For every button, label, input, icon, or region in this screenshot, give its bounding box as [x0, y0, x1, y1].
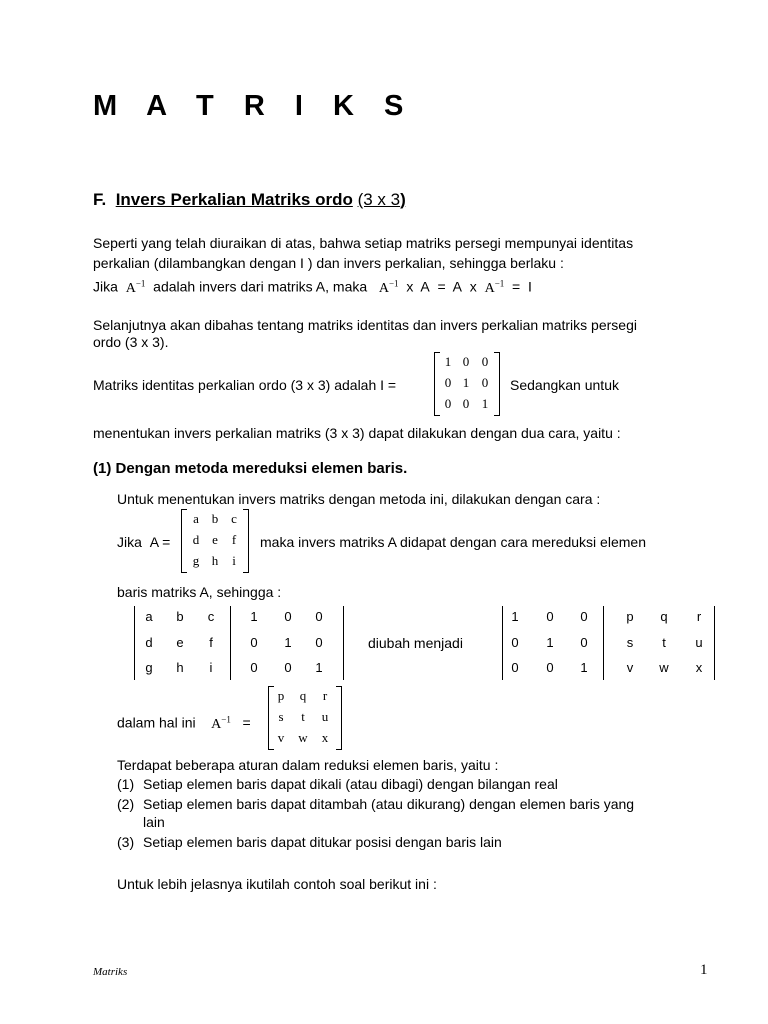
- matrix-cell: f: [209, 635, 213, 650]
- matrix-cell: w: [659, 660, 669, 675]
- aug-left-bar: [134, 606, 135, 680]
- matrix-cell: r: [696, 609, 702, 624]
- matrix-cell: f: [231, 532, 237, 547]
- rule-item-continuation: lain: [143, 814, 165, 830]
- matrix-cell: 0: [315, 635, 323, 650]
- matrix-cell: 0: [481, 375, 489, 390]
- matrix-cell: t: [301, 709, 305, 724]
- rules-intro: Terdapat beberapa aturan dalam reduksi elemen baris, yaitu :: [117, 757, 499, 773]
- matrix-cell: 0: [250, 635, 258, 650]
- matrix-cell: g: [145, 660, 153, 675]
- matrix-cell: q: [660, 609, 668, 624]
- matrix-cell: p: [626, 609, 634, 624]
- eq-a-inverse-2: $A^{-1}$: [484, 278, 505, 296]
- dalam-hal-ini: dalam hal ini $A^{-1}$ =: [117, 714, 251, 732]
- diubah-menjadi: diubah menjadi: [368, 635, 463, 651]
- matrix-cell: u: [321, 709, 329, 724]
- matrix-cell: 1: [511, 609, 519, 624]
- matrix-cell: u: [695, 635, 703, 650]
- a-inverse-label: $A^{-1}$: [211, 714, 231, 732]
- method-1-line-2: baris matriks A, sehingga :: [117, 584, 282, 600]
- section-prefix: F.: [93, 190, 107, 209]
- matrix-cell: 0: [462, 354, 470, 369]
- matrix-cell: q: [299, 688, 307, 703]
- matrix-cell: 1: [444, 354, 452, 369]
- matrix-cell: 1: [462, 375, 470, 390]
- matrix-cell: a: [145, 609, 153, 624]
- matrix-cell: 0: [511, 660, 519, 675]
- matrix-cell: h: [176, 660, 184, 675]
- matrix-inverse: [268, 686, 342, 750]
- identity-line-1: Selanjutnya akan dibahas tentang matriks identitas dan invers perkalian matriks persegi: [93, 317, 637, 333]
- intro-jika-line: [93, 274, 532, 298]
- aug-right-bar: [343, 606, 344, 680]
- matrix-cell: 0: [546, 609, 554, 624]
- matrix-cell: 0: [462, 396, 470, 411]
- after-matrix-a: maka invers matriks A didapat dengan cara mereduksi elemen: [260, 534, 646, 550]
- eq-a-1: A: [420, 278, 430, 295]
- matrix-cell: 1: [315, 660, 323, 675]
- matrix-cell: a: [193, 511, 199, 526]
- matrix-cell: 1: [250, 609, 258, 624]
- jika-word: Jika: [93, 278, 118, 295]
- matrix-cell: h: [211, 553, 219, 568]
- eq-identity: I: [528, 278, 532, 295]
- matrix-a: [181, 509, 249, 573]
- identity-line-2: ordo (3 x 3).: [93, 334, 169, 350]
- matrix-cell: v: [277, 730, 285, 745]
- eq-times-1: x: [406, 278, 414, 295]
- matrix-cell: b: [176, 609, 184, 624]
- matrix-cell: i: [232, 553, 236, 568]
- matrix-cell: g: [192, 553, 200, 568]
- aug-divider-bar: [230, 606, 231, 680]
- section-order: (3 x 3: [357, 190, 401, 209]
- a-inverse: $A^{-1}$: [125, 278, 146, 296]
- matrix-cell: 0: [250, 660, 258, 675]
- identity-after: Sedangkan untuk: [510, 377, 619, 393]
- matrix-cell: x: [321, 730, 329, 745]
- section-close: ): [400, 190, 406, 209]
- identity-label: Matriks identitas perkalian ordo (3 x 3) adalah I =: [93, 377, 397, 393]
- identity-matrix: [434, 352, 500, 416]
- eq-equals-2: =: [512, 278, 521, 295]
- matrix-cell: c: [231, 511, 237, 526]
- matrix-cell: e: [176, 635, 184, 650]
- matrix-cell: i: [209, 660, 213, 675]
- matrix-cell: 0: [315, 609, 323, 624]
- matrix-cell: v: [626, 660, 634, 675]
- matrix-cell: s: [626, 635, 634, 650]
- footer-title: Matriks: [93, 966, 128, 978]
- method-1-heading: (1) Dengan metoda mereduksi elemen baris.: [93, 460, 408, 477]
- matrix-cell: 0: [580, 609, 588, 624]
- closing-line: Untuk lebih jelasnya ikutilah contoh soal berikut ini :: [117, 876, 437, 892]
- aug-divider-bar: [603, 606, 604, 680]
- matrix-cell: 0: [444, 375, 452, 390]
- matrix-cell: 1: [284, 635, 292, 650]
- matrix-cell: s: [278, 709, 284, 724]
- matrix-cell: x: [695, 660, 703, 675]
- matrix-cell: e: [212, 532, 218, 547]
- matrix-cell: 1: [580, 660, 588, 675]
- rule-item: (3) Setiap elemen baris dapat ditukar posisi dengan baris lain: [117, 834, 502, 850]
- page-title: M A T R I K S: [93, 90, 415, 122]
- method-1-line-1: Untuk menentukan invers matriks dengan metoda ini, dilakukan dengan cara :: [117, 491, 601, 507]
- intro-line-1: Seperti yang telah diuraikan di atas, bahwa setiap matriks persegi mempunyai identitas: [93, 235, 634, 251]
- matrix-cell: 0: [444, 396, 452, 411]
- matrix-cell: 0: [511, 635, 519, 650]
- section-heading: [93, 190, 406, 210]
- matrix-cell: c: [207, 609, 215, 624]
- matrix-cell: d: [145, 635, 153, 650]
- matrix-cell: 0: [546, 660, 554, 675]
- matrix-cell: t: [662, 635, 666, 650]
- matrix-cell: 0: [481, 354, 489, 369]
- matrix-cell: 0: [580, 635, 588, 650]
- augmented-matrix-left: [134, 606, 344, 680]
- eq-a-2: A: [452, 278, 462, 295]
- matrix-cell: 1: [546, 635, 554, 650]
- augmented-matrix-right: [502, 606, 716, 680]
- rule-item: (2) Setiap elemen baris dapat ditambah (atau dikurang) dengan elemen baris yang: [117, 796, 635, 812]
- matrix-cell: 0: [284, 660, 292, 675]
- matrix-cell: r: [322, 688, 328, 703]
- page-number: 1: [700, 962, 708, 978]
- aug-right-bar: [714, 606, 715, 680]
- eq-times-2: x: [469, 278, 477, 295]
- jika-a-label: Jika A =: [117, 534, 171, 550]
- matrix-cell: d: [192, 532, 200, 547]
- matrix-cell: w: [298, 730, 308, 745]
- matrix-cell: b: [211, 511, 219, 526]
- matrix-cell: 1: [481, 396, 489, 411]
- eq-equals-1: =: [437, 278, 446, 295]
- identity-line-3: menentukan invers perkalian matriks (3 x 3) dapat dilakukan dengan dua cara, yaitu :: [93, 425, 621, 441]
- section-heading-text: Invers Perkalian Matriks ordo: [115, 190, 353, 209]
- intro-line-2: perkalian (dilambangkan dengan I ) dan invers perkalian, sehingga berlaku :: [93, 255, 564, 271]
- matrix-cell: p: [277, 688, 285, 703]
- jika-middle: adalah invers dari matriks A, maka: [153, 278, 368, 295]
- eq-a-inverse-1: $A^{-1}$: [378, 278, 399, 296]
- matrix-cell: 0: [284, 609, 292, 624]
- rule-item: (1) Setiap elemen baris dapat dikali (atau dibagi) dengan bilangan real: [117, 776, 558, 792]
